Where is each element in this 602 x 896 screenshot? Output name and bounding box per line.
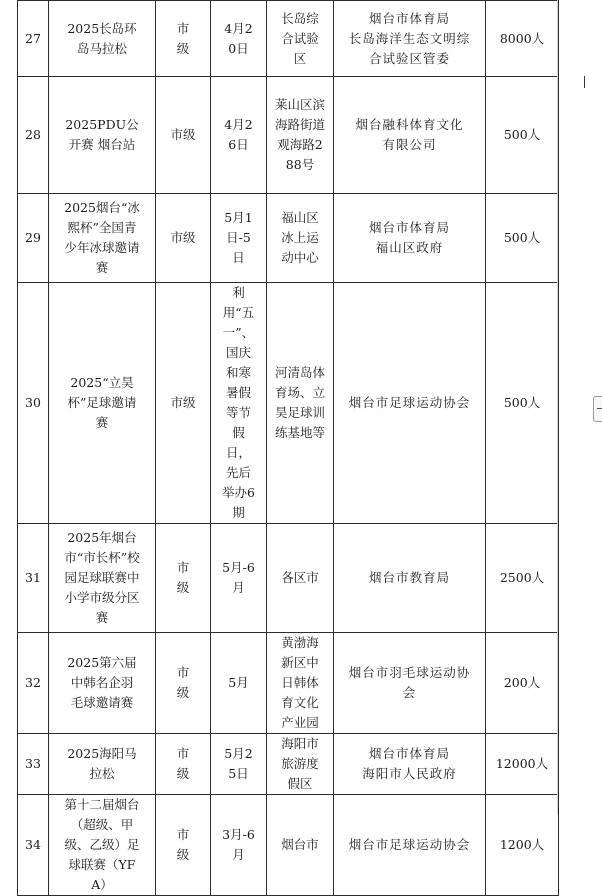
participants-cell-text: 1200人 xyxy=(499,837,545,852)
grade-cell-text: 市 级 xyxy=(176,665,190,700)
organizer-cell xyxy=(334,194,486,283)
date-cell-text: 5月1日-5日 xyxy=(224,210,253,265)
date-cell-text: 4月26日 xyxy=(224,117,253,152)
organizer-line: 烟台融科体育文化有限公司 xyxy=(355,117,464,152)
grade-cell xyxy=(156,795,211,896)
venue-cell-text: 烟台市 xyxy=(281,837,319,852)
grade-cell-text: 市 级 xyxy=(176,20,190,56)
row-number-cell xyxy=(18,77,49,194)
table-row xyxy=(18,633,559,734)
row-number-cell-text: 31 xyxy=(25,570,41,585)
grade-cell xyxy=(156,524,211,633)
row-number-cell-text: 33 xyxy=(25,756,41,771)
venue-cell xyxy=(267,633,334,734)
venue-cell xyxy=(267,795,334,896)
date-cell xyxy=(211,524,267,633)
grade-cell-text: 市 级 xyxy=(176,560,190,595)
organizer-cell xyxy=(334,633,486,734)
date-cell-text: 利用“五一”、国庆和寒暑假等节假日，先后举办6期 xyxy=(222,285,255,520)
row-number-cell xyxy=(18,283,49,524)
date-cell-text: 5月 xyxy=(228,675,249,690)
date-cell xyxy=(211,1,267,77)
venue-cell xyxy=(267,77,334,194)
grade-cell-text: 市级 xyxy=(170,230,196,245)
participants-cell xyxy=(486,795,559,896)
participants-cell-text: 8000人 xyxy=(499,30,545,46)
row-number-cell xyxy=(18,633,49,734)
grade-cell-text: 市级 xyxy=(170,127,196,142)
organizer-line: 烟台市教育局 xyxy=(368,570,450,585)
date-cell-text: 5月25日 xyxy=(224,746,253,781)
side-panel-handle[interactable] xyxy=(593,396,602,422)
row-number-cell xyxy=(18,734,49,795)
event-name-cell xyxy=(49,283,156,524)
event-name-cell xyxy=(49,734,156,795)
event-name-cell-text: 2025烟台“冰熙杯”全国青少年冰球邀请赛 xyxy=(64,200,140,275)
participants-cell xyxy=(486,77,559,194)
organizer-line: 烟台市足球运动协会 xyxy=(348,395,471,410)
table-row xyxy=(18,194,559,283)
row-number-cell xyxy=(18,194,49,283)
event-name-cell-text: 2025长岛环岛马拉松 xyxy=(67,20,137,56)
date-cell xyxy=(211,734,267,795)
date-cell xyxy=(211,283,267,524)
organizer-line: 烟台市羽毛球运动协会 xyxy=(348,665,471,700)
venue-cell xyxy=(267,524,334,633)
participants-cell xyxy=(486,633,559,734)
participants-cell-text: 12000人 xyxy=(495,756,549,771)
participants-cell-text: 500人 xyxy=(503,127,541,142)
row-number-cell xyxy=(18,1,49,77)
date-cell-text: 3月-6月 xyxy=(222,827,255,862)
row-number-cell xyxy=(18,524,49,633)
row-number-cell-text: 29 xyxy=(25,230,41,245)
grade-cell xyxy=(156,77,211,194)
events-table xyxy=(17,0,559,896)
date-cell-text: 5月-6月 xyxy=(222,560,255,595)
row-number-cell-text: 28 xyxy=(25,127,41,142)
grade-cell xyxy=(156,194,211,283)
event-name-cell-text: 2025年烟台市“市长杯”校园足球联赛中小学市级分区赛 xyxy=(64,530,140,625)
event-name-cell-text: 第十二届烟台（超级、甲级、乙级）足球联赛（YFA） xyxy=(64,797,140,892)
venue-cell-text: 黄渤海新区中日韩体育文化产业园 xyxy=(281,635,319,730)
participants-cell xyxy=(486,283,559,524)
venue-cell-text: 各区市 xyxy=(281,570,319,585)
venue-cell xyxy=(267,194,334,283)
event-name-cell xyxy=(49,77,156,194)
participants-cell xyxy=(486,524,559,633)
venue-cell xyxy=(267,734,334,795)
organizer-cell xyxy=(334,77,486,194)
date-cell xyxy=(211,194,267,283)
event-name-cell xyxy=(49,194,156,283)
participants-cell-text: 2500人 xyxy=(499,570,545,585)
event-name-cell-text: 2025海阳马拉松 xyxy=(67,746,137,781)
grade-cell xyxy=(156,1,211,77)
row-number-cell-text: 32 xyxy=(25,675,41,690)
date-cell-text: 4月20日 xyxy=(224,20,253,56)
organizer-line: 烟台市体育局 xyxy=(368,746,450,761)
event-name-cell-text: 2025第六届中韩名企羽毛球邀请赛 xyxy=(67,655,137,710)
organizer-cell xyxy=(334,734,486,795)
venue-cell-text: 莱山区滨海路街道 观海路288号 xyxy=(275,97,326,172)
date-cell xyxy=(211,633,267,734)
page-edge-line xyxy=(557,0,558,815)
table-row xyxy=(18,795,559,896)
date-cell xyxy=(211,77,267,194)
date-cell xyxy=(211,795,267,896)
participants-cell-text: 500人 xyxy=(503,230,541,245)
organizer-line: 海阳市人民政府 xyxy=(362,766,457,781)
events-table-body xyxy=(18,1,559,896)
table-row xyxy=(18,77,559,194)
venue-cell-text: 长岛综合试验区 xyxy=(281,10,319,66)
grade-cell xyxy=(156,734,211,795)
table-row xyxy=(18,734,559,795)
table-row xyxy=(18,524,559,633)
venue-cell-text: 河清岛体育场、立昊足球训练基地等 xyxy=(274,365,325,440)
organizer-line: 福山区政府 xyxy=(375,240,444,255)
organizer-cell xyxy=(334,283,486,524)
event-name-cell xyxy=(49,795,156,896)
grade-cell xyxy=(156,283,211,524)
participants-cell xyxy=(486,194,559,283)
organizer-line: 烟台市体育局 xyxy=(368,10,450,26)
event-name-cell xyxy=(49,633,156,734)
row-number-cell-text: 27 xyxy=(25,30,41,46)
venue-cell xyxy=(267,283,334,524)
organizer-cell xyxy=(334,1,486,77)
organizer-line: 长岛海洋生态文明综合试验区管委 xyxy=(348,30,471,66)
venue-cell-text: 福山区冰上运动中心 xyxy=(281,210,319,265)
row-number-cell-text: 34 xyxy=(25,837,41,852)
venue-cell xyxy=(267,1,334,77)
row-number-cell-text: 30 xyxy=(25,395,41,410)
venue-cell-text: 海阳市旅游度假区 xyxy=(281,736,319,791)
organizer-line: 烟台市体育局 xyxy=(368,220,450,235)
organizer-line: 烟台市足球运动协会 xyxy=(348,837,471,852)
participants-cell-text: 500人 xyxy=(503,395,541,410)
event-name-cell xyxy=(49,1,156,77)
table-row xyxy=(18,1,559,77)
event-name-cell-text: 2025“立昊杯”足球邀请赛 xyxy=(67,375,137,430)
grade-cell-text: 市 级 xyxy=(176,746,190,781)
grade-cell xyxy=(156,633,211,734)
participants-cell xyxy=(486,1,559,77)
table-row xyxy=(18,283,559,524)
table-end-marker xyxy=(584,76,585,88)
event-name-cell xyxy=(49,524,156,633)
participants-cell xyxy=(486,734,559,795)
grade-cell-text: 市 级 xyxy=(176,827,190,862)
organizer-cell xyxy=(334,795,486,896)
organizer-cell xyxy=(334,524,486,633)
grade-cell-text: 市级 xyxy=(170,395,196,410)
participants-cell-text: 200人 xyxy=(503,675,541,690)
event-name-cell-text: 2025PDU公开赛 烟台站 xyxy=(65,117,139,152)
row-number-cell xyxy=(18,795,49,896)
